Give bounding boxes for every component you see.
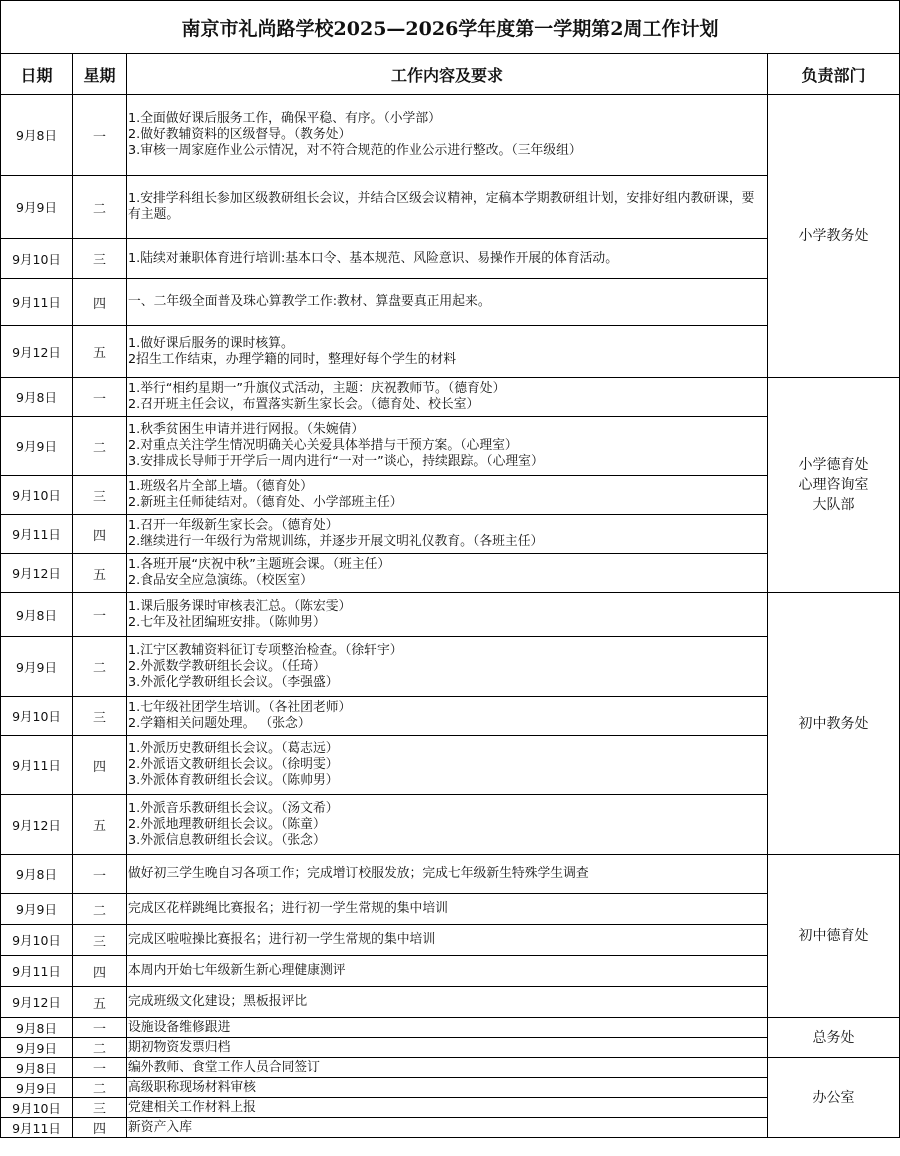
content-item: 1.召开一年级新生家长会。（德育处）	[128, 518, 339, 533]
table-row	[1, 1098, 900, 1118]
date-cell: 9月8日	[1, 593, 73, 637]
date-cell: 9月11日	[1, 515, 73, 554]
weekday-cell: 一	[73, 1018, 127, 1038]
content-item: 设施设备维修跟进	[128, 1019, 231, 1035]
content-item: 1.外派音乐教研组长会议。（汤文希）	[128, 800, 339, 816]
table-row	[1, 378, 900, 417]
content-item: 1.各班开展“庆祝中秋”主题班会课。（班主任）	[128, 557, 391, 572]
date-cell: 9月12日	[1, 987, 73, 1018]
content-cell	[127, 95, 768, 176]
content-cell	[127, 894, 768, 925]
date-cell: 9月10日	[1, 697, 73, 736]
table-row	[1, 795, 900, 855]
date-cell: 9月8日	[1, 855, 73, 894]
content-item: 1.举行“相约星期一”升旗仪式活动，主题：庆祝教师节。（德育处）	[128, 381, 506, 396]
content-item: 3.审核一周家庭作业公示情况，对不符合规范的作业公示进行整改。（三年级组）	[128, 143, 582, 158]
content-cell	[127, 417, 768, 476]
content-item: 2.外派语文教研组长会议。（徐明雯）	[128, 757, 339, 772]
date-cell: 9月9日	[1, 1038, 73, 1058]
table-row	[1, 417, 900, 476]
weekday-cell: 五	[73, 795, 127, 855]
table-row	[1, 176, 900, 239]
dept-cell	[768, 1018, 900, 1058]
table-row	[1, 697, 900, 736]
date-cell: 9月12日	[1, 326, 73, 378]
header-date: 日期	[1, 54, 73, 95]
content-item: 高级职称现场材料审核	[128, 1079, 256, 1095]
dept-cell	[768, 378, 900, 593]
table-row	[1, 1038, 900, 1058]
content-cell	[127, 1058, 768, 1078]
weekday-cell: 三	[73, 1098, 127, 1118]
content-item: 1.江宁区教辅资料征订专项整治检查。（徐轩宇）	[128, 642, 403, 658]
page-title: 南京市礼尚路学校2025—2026学年度第一学期第2周工作计划	[1, 1, 900, 54]
title-row	[1, 1, 900, 54]
weekday-cell: 三	[73, 925, 127, 956]
content-item: 1.全面做好课后服务工作，确保平稳、有序。（小学部）	[128, 111, 441, 126]
content-cell	[127, 956, 768, 987]
content-cell	[127, 176, 768, 239]
dept-name: 心理咨询室	[798, 477, 869, 493]
table-row	[1, 894, 900, 925]
weekday-cell: 一	[73, 378, 127, 417]
table-row	[1, 956, 900, 987]
table-row	[1, 855, 900, 894]
content-item: 3.安排成长导师于开学后一周内进行“一对一”谈心，持续跟踪。（心理室）	[128, 454, 544, 469]
content-item: 2.新班主任师徒结对。（德育处、小学部班主任）	[128, 495, 403, 510]
weekday-cell: 五	[73, 326, 127, 378]
weekday-cell: 三	[73, 476, 127, 515]
content-item: 2.外派地理教研组长会议。（陈童）	[128, 816, 326, 832]
content-item: 1.班级名片全部上墙。（德育处）	[128, 479, 313, 494]
content-item: 2.学籍相关问题处理。 （张念）	[128, 716, 311, 731]
date-cell: 9月11日	[1, 956, 73, 987]
content-cell	[127, 378, 768, 417]
date-cell: 9月9日	[1, 417, 73, 476]
content-item: 一、二年级全面普及珠心算教学工作:教材、算盘要真正用起来。	[128, 294, 491, 309]
content-item: 党建相关工作材料上报	[128, 1099, 256, 1115]
date-cell: 9月12日	[1, 795, 73, 855]
weekday-cell: 三	[73, 239, 127, 279]
table-row	[1, 987, 900, 1018]
content-cell	[127, 239, 768, 279]
date-cell: 9月10日	[1, 925, 73, 956]
content-cell	[127, 1118, 768, 1138]
content-cell	[127, 1018, 768, 1038]
weekday-cell: 一	[73, 1058, 127, 1078]
date-cell: 9月9日	[1, 637, 73, 697]
table-row	[1, 279, 900, 326]
dept-name: 总务处	[812, 1029, 855, 1046]
weekday-cell: 四	[73, 515, 127, 554]
content-item: 2.外派数学教研组长会议。（任琦）	[128, 658, 326, 674]
weekday-cell: 四	[73, 736, 127, 795]
content-item: 编外教师、食堂工作人员合同签订	[128, 1059, 320, 1075]
content-item: 2.做好教辅资料的区级督导。（教务处）	[128, 127, 352, 142]
table-row	[1, 637, 900, 697]
content-cell	[127, 736, 768, 795]
content-item: 1.安排学科组长参加区级教研组长会议，并结合区级会议精神，定稿本学期教研组计划，安排好组内教研课，要有主题。	[128, 191, 755, 222]
dept-name: 小学教务处	[798, 228, 869, 244]
content-cell	[127, 279, 768, 326]
date-cell: 9月10日	[1, 1098, 73, 1118]
content-cell	[127, 515, 768, 554]
header-dept: 负责部门	[768, 54, 900, 95]
table-row	[1, 925, 900, 956]
content-item: 3.外派信息教研组长会议。（张念）	[128, 832, 326, 848]
date-cell: 9月9日	[1, 1078, 73, 1098]
content-cell	[127, 1078, 768, 1098]
weekday-cell: 二	[73, 1078, 127, 1098]
dept-cell	[768, 95, 900, 378]
dept-name: 大队部	[812, 497, 855, 513]
content-item: 2.继续进行一年级行为常规训练，并逐步开展文明礼仪教育。（各班主任）	[128, 534, 544, 549]
date-cell: 9月9日	[1, 894, 73, 925]
dept-cell	[768, 1058, 900, 1138]
date-cell: 9月11日	[1, 1118, 73, 1138]
weekday-cell: 一	[73, 95, 127, 176]
dept-name: 初中教务处	[798, 715, 869, 732]
table-row	[1, 476, 900, 515]
date-cell: 9月11日	[1, 736, 73, 795]
content-cell	[127, 637, 768, 697]
content-item: 1.七年级社团学生培训。（各社团老师）	[128, 700, 352, 715]
table-row	[1, 95, 900, 176]
dept-name: 办公室	[812, 1089, 855, 1106]
content-item: 1.课后服务课时审核表汇总。（陈宏雯）	[128, 598, 352, 614]
table-row	[1, 1018, 900, 1038]
date-cell: 9月11日	[1, 279, 73, 326]
weekday-cell: 三	[73, 697, 127, 736]
content-cell	[127, 554, 768, 593]
content-cell	[127, 987, 768, 1018]
weekday-cell: 一	[73, 593, 127, 637]
content-cell	[127, 476, 768, 515]
header-content: 工作内容及要求	[127, 54, 768, 95]
content-item: 1.做好课后服务的课时核算。	[128, 335, 294, 351]
content-cell	[127, 795, 768, 855]
content-item: 完成区花样跳绳比赛报名；进行初一学生常规的集中培训	[128, 901, 448, 916]
table-row	[1, 515, 900, 554]
date-cell: 9月8日	[1, 95, 73, 176]
weekday-cell: 二	[73, 637, 127, 697]
dept-cell	[768, 855, 900, 1018]
date-cell: 9月12日	[1, 554, 73, 593]
table-row	[1, 1118, 900, 1138]
content-item: 2.召开班主任会议，布置落实新生家长会。（德育处、校长室）	[128, 397, 480, 412]
weekday-cell: 二	[73, 176, 127, 239]
table-row	[1, 736, 900, 795]
table-row	[1, 593, 900, 637]
weekday-cell: 四	[73, 279, 127, 326]
table-row	[1, 1058, 900, 1078]
content-item: 1.外派历史教研组长会议。（葛志远）	[128, 741, 339, 756]
content-cell	[127, 593, 768, 637]
content-cell	[127, 855, 768, 894]
content-item: 1.陆续对兼职体育进行培训:基本口令、基本规范、风险意识、易操作开展的体育活动。	[128, 250, 619, 266]
weekday-cell: 二	[73, 417, 127, 476]
content-cell	[127, 925, 768, 956]
content-cell	[127, 697, 768, 736]
dept-name: 初中德育处	[798, 928, 869, 944]
weekday-cell: 五	[73, 554, 127, 593]
content-item: 2.食品安全应急演练。（校医室）	[128, 573, 313, 588]
weekday-cell: 二	[73, 894, 127, 925]
content-item: 2招生工作结束，办理学籍的同时，整理好每个学生的材料	[128, 351, 457, 367]
content-item: 新资产入库	[128, 1119, 192, 1135]
content-item: 2.七年及社团编班安排。（陈帅男）	[128, 614, 326, 630]
table-row	[1, 239, 900, 279]
content-cell	[127, 1038, 768, 1058]
content-item: 3.外派化学教研组长会议。（李强盛）	[128, 674, 339, 690]
content-cell	[127, 1098, 768, 1118]
content-item: 本周内开始七年级新生新心理健康测评	[128, 963, 346, 978]
header-weekday: 星期	[73, 54, 127, 95]
content-item: 完成班级文化建设；黑板报评比	[128, 994, 308, 1009]
content-item: 3.外派体育教研组长会议。（陈帅男）	[128, 773, 339, 788]
date-cell: 9月9日	[1, 176, 73, 239]
weekday-cell: 五	[73, 987, 127, 1018]
content-item: 完成区啦啦操比赛报名；进行初一学生常规的集中培训	[128, 932, 436, 947]
content-item: 期初物资发票归档	[128, 1039, 231, 1055]
date-cell: 9月8日	[1, 1058, 73, 1078]
date-cell: 9月8日	[1, 1018, 73, 1038]
content-cell	[127, 326, 768, 378]
dept-cell	[768, 593, 900, 855]
header-row	[1, 54, 900, 95]
weekday-cell: 四	[73, 956, 127, 987]
table-row	[1, 554, 900, 593]
date-cell: 9月10日	[1, 239, 73, 279]
content-item: 1.秋季贫困生申请并进行网报。（朱婉倩）	[128, 422, 365, 437]
weekday-cell: 四	[73, 1118, 127, 1138]
table-row	[1, 326, 900, 378]
table-row	[1, 1078, 900, 1098]
content-item: 做好初三学生晚自习各项工作；完成增订校服发放；完成七年级新生特殊学生调查	[128, 866, 589, 881]
weekday-cell: 二	[73, 1038, 127, 1058]
date-cell: 9月10日	[1, 476, 73, 515]
weekday-cell: 一	[73, 855, 127, 894]
content-item: 2.对重点关注学生情况明确关心关爱具体举措与干预方案。（心理室）	[128, 438, 518, 453]
date-cell: 9月8日	[1, 378, 73, 417]
dept-name: 小学德育处	[798, 457, 869, 473]
